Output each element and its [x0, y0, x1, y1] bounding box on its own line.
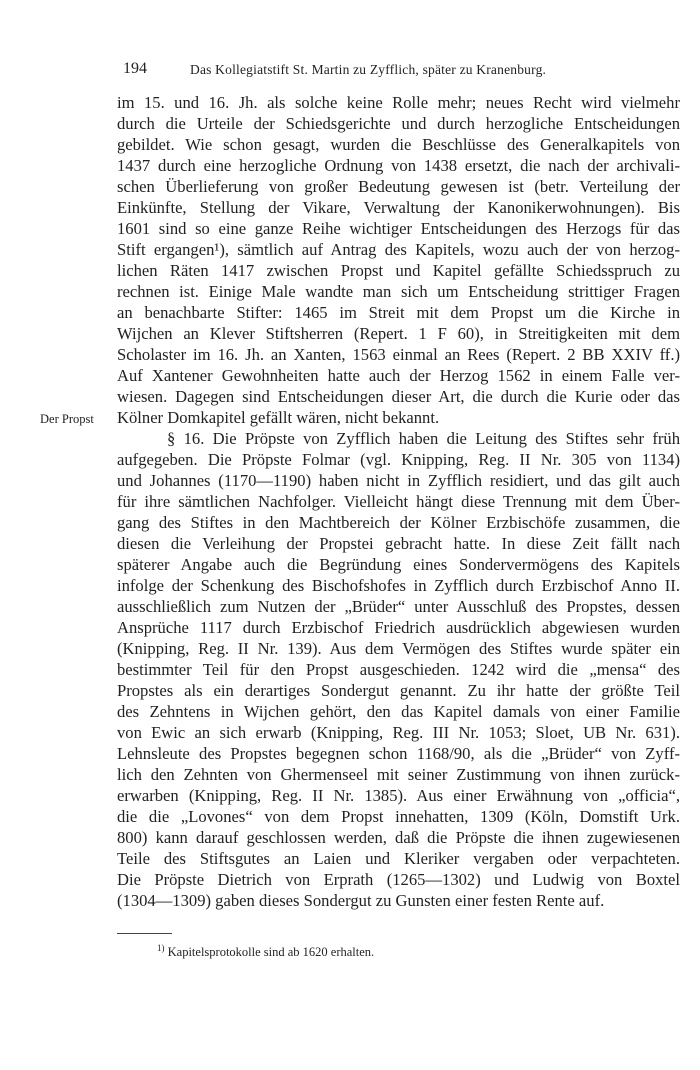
text-line: Teile des Stiftsgutes an Laien und Kleriker vergaben oder verpachteten. — [117, 849, 680, 868]
text-line: diesen die Verleihung der Propstei gebracht hatte. In diese Zeit fällt nach — [117, 534, 680, 553]
footnote-text: Kapitelsprotokolle sind ab 1620 erhalten. — [164, 945, 375, 960]
text-line: rechnen ist. Einige Male wandte man sich um Entscheidung strittiger Fragen — [117, 282, 680, 301]
text-line: erwarben (Knipping, Reg. II Nr. 1385). Aus einer Erwähnung von „officia“, — [117, 786, 680, 805]
margin-note: Der Propst — [40, 412, 94, 426]
footnote-marker: 1) — [157, 943, 165, 953]
text-line: gebildet. Wie schon gesagt, wurden die Beschlüsse des Generalkapitels von — [117, 135, 680, 154]
text-line: Propstes als ein derartiges Sondergut genannt. Zu ihr hatte der größte Teil — [117, 681, 680, 700]
text-line: 1437 durch eine herzogliche Ordnung von 1438 ersetzt, die nach der archivali- — [117, 156, 680, 175]
text-line: lich den Zehnten von Ghermenseel mit seiner Zustimmung von ihnen zurück- — [117, 765, 680, 784]
text-line: aufgegeben. Die Pröpste Folmar (vgl. Knipping, Reg. II Nr. 305 von 1134) — [117, 450, 680, 469]
text-line: die die „Lovones“ von dem Propst innehatten, 1309 (Köln, Domstift Urk. — [117, 807, 680, 826]
text-line: gang des Stiftes in den Machtbereich der Kölner Erzbischöfe zusammen, die — [117, 513, 680, 532]
text-line: im 15. und 16. Jh. als solche keine Rolle mehr; neues Recht wird vielmehr — [117, 93, 680, 112]
text-line: (1304—1309) gaben dieses Sondergut zu Gunsten einer festen Rente auf. — [117, 891, 605, 910]
text-line: § 16. Die Pröpste von Zyfflich haben die Leitung des Stiftes sehr früh — [117, 429, 680, 448]
text-line: Die Pröpste Dietrich von Erprath (1265—1302) und Ludwig von Boxtel — [117, 870, 680, 889]
text-line: Auf Xantener Gewohnheiten hatte auch der Herzog 1562 in einem Falle ver- — [117, 366, 680, 385]
text-line: an benachbarte Stifter: 1465 im Streit mit dem Propst um die Kirche in — [117, 303, 680, 322]
text-line: 1601 sind so eine ganze Reihe wichtiger Entscheidungen des Herzogs für das — [117, 219, 680, 238]
text-line: infolge der Schenkung des Bischofshofes in Zyfflich durch Erzbischof Anno II. — [117, 576, 680, 595]
text-line: für ihre sämtlichen Nachfolger. Vielleicht hängt diese Trennung mit dem Über- — [117, 492, 680, 511]
text-line: späterer Angabe auch die Begründung eines Sondervermögens des Kapitels — [117, 555, 680, 574]
running-title: Das Kollegiatstift St. Martin zu Zyfflich, später zu Kranenburg. — [190, 62, 547, 77]
text-line: schen Überlieferung von großer Bedeutung gewesen ist (betr. Verteilung der — [117, 177, 680, 196]
text-line: und Johannes (1170—1190) haben nicht in Zyfflich residiert, und das gilt auch — [117, 471, 680, 490]
text-line: (Knipping, Reg. II Nr. 139). Aus dem Vermögen des Stiftes wurde später ein — [117, 639, 680, 658]
footnote-separator — [117, 933, 172, 934]
footnote — [157, 943, 374, 960]
text-line: Wijchen an Klever Stiftsherren (Repert. 1 F 60), in Streitigkeiten mit dem — [117, 324, 680, 343]
text-line: Einkünfte, Stellung der Vikare, Verwaltung der Kanonikerwohnungen). Bis — [117, 198, 680, 217]
text-line: durch die Urteile der Schiedsgerichte und durch herzogliche Entscheidungen — [117, 114, 680, 133]
text-line: Kölner Domkapitel gefällt wären, nicht bekannt. — [117, 408, 440, 427]
text-line: von Ewic an sich erwarb (Knipping, Reg. III Nr. 1053; Sloet, UB Nr. 631). — [117, 723, 680, 742]
text-line: lichen Räten 1417 zwischen Propst und Kapitel gefällte Schiedsspruch zu — [117, 261, 680, 280]
page-number: 194 — [123, 60, 147, 77]
text-line: des Zehntens in Wijchen gehört, den das Kapitel damals von einer Familie — [117, 702, 680, 721]
text-line: Lehnsleute des Propstes begegnen schon 1168/90, als die „Brüder“ von Zyff- — [117, 744, 680, 763]
text-line: 800) kann darauf geschlossen werden, daß die Pröpste die ihnen zugewiesenen — [117, 828, 680, 847]
text-line: wiesen. Dagegen sind Entscheidungen dieser Art, die durch die Kurie oder das — [117, 387, 680, 406]
text-line: Scholaster im 16. Jh. an Xanten, 1563 einmal an Rees (Repert. 2 BB XXIV ff.) — [117, 345, 680, 364]
text-line: Stift ergangen¹), sämtlich auf Antrag des Kapitels, wozu auch der von herzog- — [117, 240, 680, 259]
text-line: bestimmter Teil für den Propst ausgeschieden. 1242 wird die „mensa“ des — [117, 660, 680, 679]
text-line: Ansprüche 1117 durch Erzbischof Friedrich ausdrücklich abgewiesen wurden — [117, 618, 680, 637]
text-line: ausschließlich zum Nutzen der „Brüder“ unter Ausschluß des Propstes, dessen — [117, 597, 680, 616]
